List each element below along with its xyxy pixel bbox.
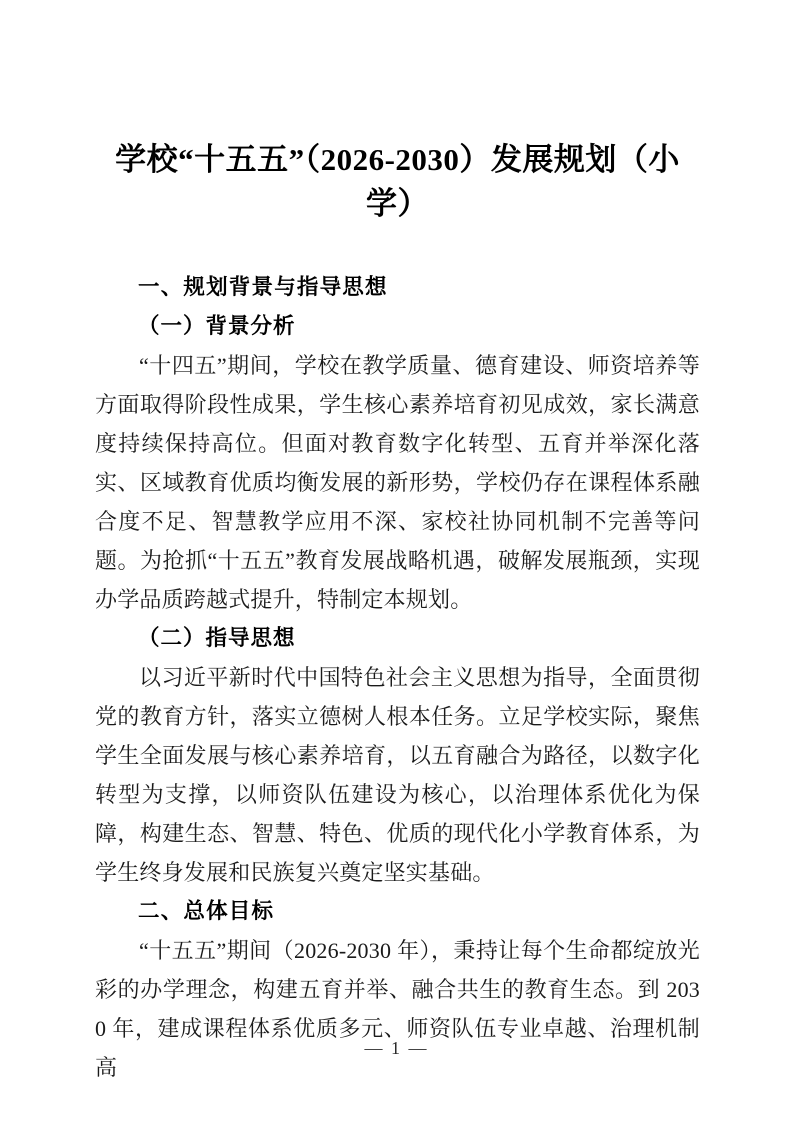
section-heading-1: 一、规划背景与指导思想 bbox=[138, 275, 388, 299]
page-number-footer: — 1 — bbox=[364, 1038, 429, 1058]
page-title: 学校“十五五”（2026-2030）发展规划（小学） bbox=[115, 142, 680, 221]
paragraph-2-1: “十五五”期间（2026-2030 年），秉持让每个生命都绽放光彩的办学理念，构建五育并举、融合共生的教育生态。到 2030 年，建成课程体系优质多元、师资队伍专业卓越、治理机制高 bbox=[95, 938, 700, 1080]
subsection-heading-1-2: （二）指导思想 bbox=[138, 626, 296, 650]
section-heading-2: 二、总体目标 bbox=[138, 899, 275, 923]
document-content bbox=[95, 0, 700, 1087]
paragraph-1-1: “十四五”期间，学校在教学质量、德育建设、师资培养等方面取得阶段性成果，学生核心素养培育初见成效，家长满意度持续保持高位。但面对教育数字化转型、五育并举深化落实、区域教育优质均衡发展的新形势，学校仍存在课程体系融合度不足、智慧教学应用不深、家校社协同机制不完善等问题。为抢抓“十五五”教育发展战略机遇，破解发展瓶颈，实现办学品质跨越式提升，特制定本规划。 bbox=[95, 353, 700, 612]
subsection-heading-1-1: （一）背景分析 bbox=[138, 314, 296, 338]
paragraph-1-2: 以习近平新时代中国特色社会主义思想为指导，全面贯彻党的教育方针，落实立德树人根本任务。立足学校实际，聚焦学生全面发展与核心素养培育，以五育融合为路径，以数字化转型为支撑，以师资队伍建设为核心，以治理体系优化为保障，构建生态、智慧、特色、优质的现代化小学教育体系，为学生终身发展和民族复兴奠定坚实基础。 bbox=[95, 665, 700, 885]
title-spacer bbox=[95, 226, 700, 268]
